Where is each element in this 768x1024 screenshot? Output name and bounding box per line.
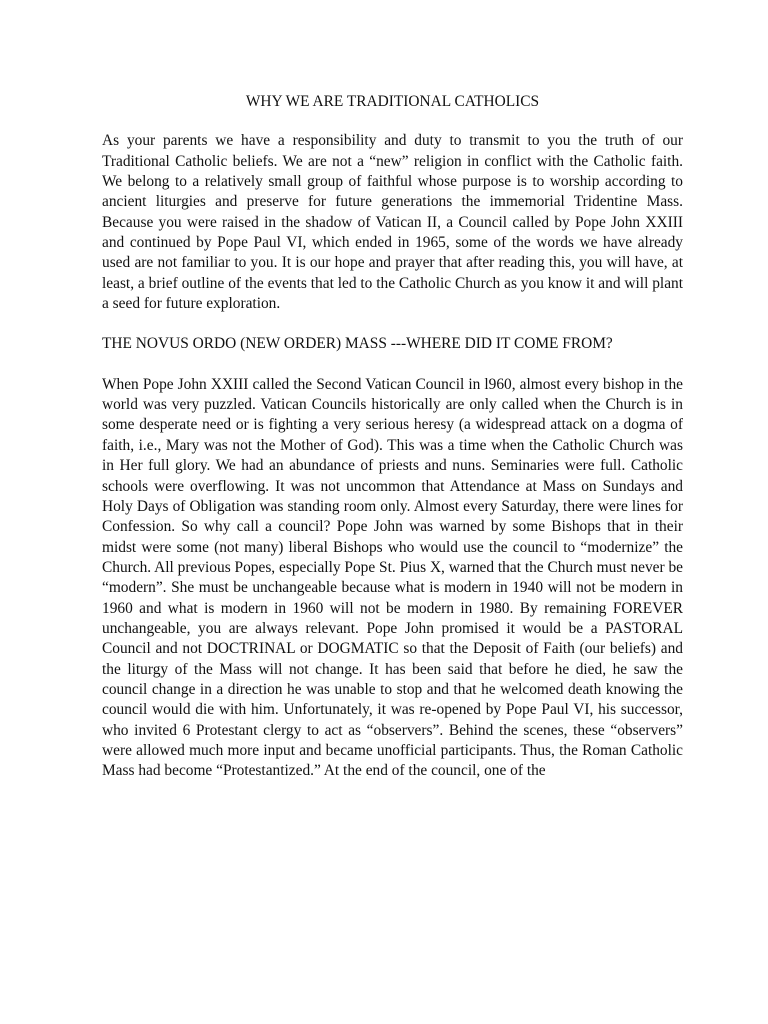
paragraph-vatican-council: When Pope John XXIII called the Second Vatican Council in l960, almost every bishop in the world was very puzzled. Vatican Councils historically are only called when the Church is in some desperate need or is fighting a very serious heresy (a widespread attack on a dogma of faith, i.e., Mary was not the Mother of God). This was a time when the Catholic Church was in Her full glory. We had an abundance of priests and nuns. Seminaries were full. Catholic schools were overflowing. It was not uncommon that Attendance at Mass on Sundays and Holy Days of Obligation was standing room only. Almost every Saturday, there were lines for Confession. So why call a council? Pope John was warned by some Bishops that in their midst were some (not many) liberal Bishops who would use the council to “modernize” the Church. All previous Popes, especially Pope St. Pius X, warned that the Church must never be “modern”. She must be unchangeable because what is modern in 1940 will not be modern in 1960 and what is modern in 1960 will not be modern in 1980. By remaining FOREVER unchangeable, you are always relevant. Pope John promised it would be a PASTORAL Council and not DOCTRINAL or DOGMATIC so that the Deposit of Faith (our beliefs) and the liturgy of the Mass will not change. It has been said that before he died, he saw the council change in a direction he was unable to stop and that he welcomed death knowing the council would die with him. Unfortunately, it was re-opened by Pope Paul VI, his successor, who invited 6 Protestant clergy to act as “observers”. Behind the scenes, these “observers” were allowed much more input and became unofficial participants. Thus, the Roman Catholic Mass had become “Protestantized.” At the end of the council, one of the <box>102 375 683 780</box>
paragraph-introduction: As your parents we have a responsibility and duty to transmit to you the truth of our Traditional Catholic beliefs. We are not a “new” religion in conflict with the Catholic faith. We belong to a relatively small group of faithful whose purpose is to worship according to ancient liturgies and preserve for future generations the immemorial Tridentine Mass. Because you were raised in the shadow of Vatican II, a Council called by Pope John XXIII and continued by Pope Paul VI, which ended in 1965, some of the words we have already used are not familiar to you. It is our hope and prayer that after reading this, you will have, at least, a brief outline of the events that led to the Catholic Church as you know it and will plant a seed for future exploration. <box>102 132 683 313</box>
section-heading-novus-ordo: THE NOVUS ORDO (NEW ORDER) MASS ---WHERE DID IT COME FROM? <box>102 335 613 353</box>
document-title: WHY WE ARE TRADITIONAL CATHOLICS <box>245 93 540 110</box>
document-page <box>102 92 683 782</box>
